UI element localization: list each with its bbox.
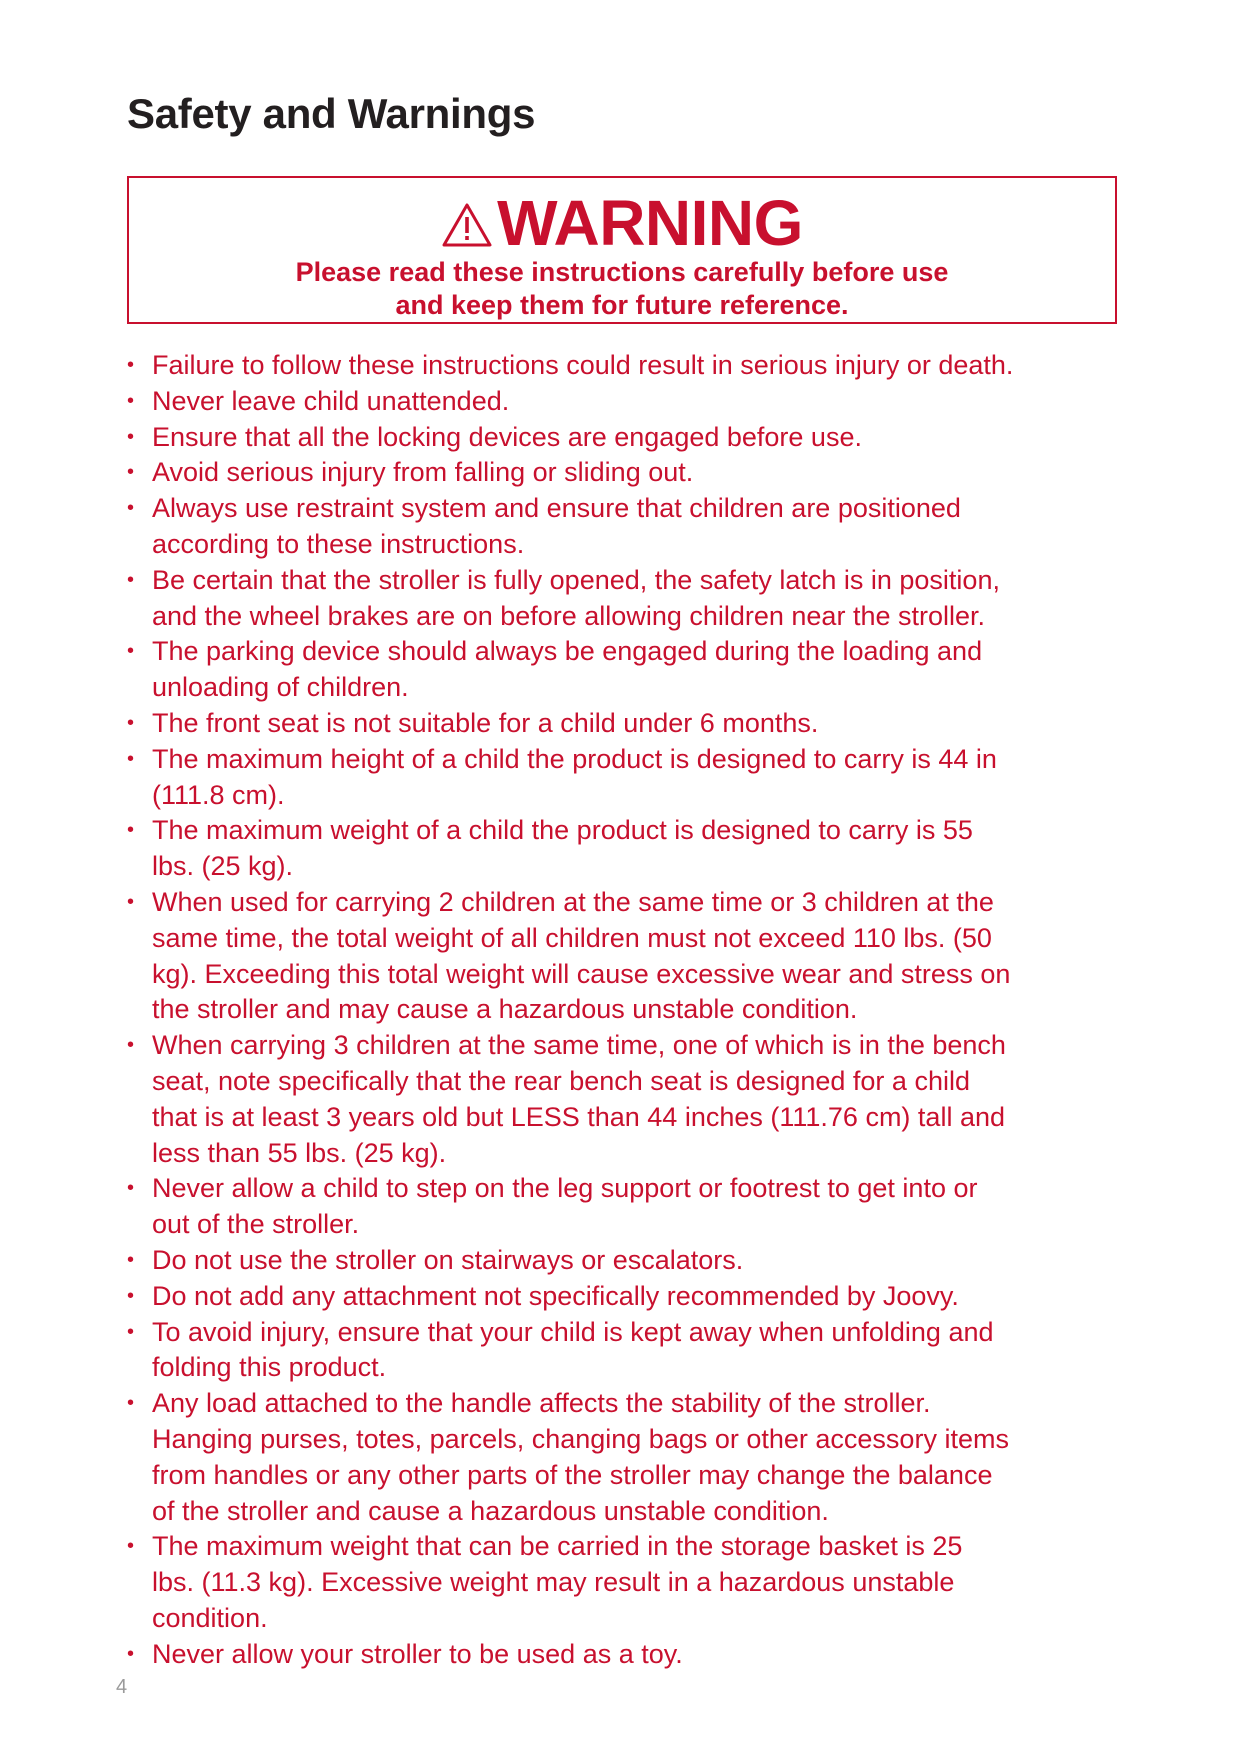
bullet-dot-icon: • (127, 425, 135, 448)
bullet-line: same time, the total weight of all children must not exceed 110 lbs. (50 (152, 922, 992, 953)
bullet-line: unloading of children. (152, 672, 409, 703)
bullet-dot-icon: • (127, 354, 135, 376)
bullet-line: When carrying 3 children at the same time, one of which is in the bench (152, 1030, 1006, 1061)
safety-bullet-item (127, 348, 1127, 384)
bullet-line: less than 55 lbs. (25 kg). (152, 1137, 447, 1168)
page-title: Safety and Warnings (127, 90, 536, 137)
bullet-line: Any load attached to the handle affects the stability of the stroller. (152, 1388, 931, 1419)
safety-bullet-item (127, 813, 1127, 885)
bullet-line: Avoid serious injury from falling or sliding out. (152, 457, 694, 488)
bullet-line: kg). Exceeding this total weight will cause excessive wear and stress on (152, 958, 1011, 989)
bullet-line: When used for carrying 2 children at the same time or 3 children at the (152, 886, 994, 917)
bullet-line: Do not use the stroller on stairways or escalators. (152, 1244, 744, 1275)
safety-bullet-item (127, 706, 1127, 742)
warning-heading (129, 187, 1115, 259)
safety-bullet-item (127, 1637, 1127, 1673)
safety-bullet-item (127, 420, 1127, 456)
bullet-line: To avoid injury, ensure that your child is kept away when unfolding and (152, 1316, 994, 1347)
safety-bullet-list (127, 348, 1127, 1672)
bullet-line: folding this product. (152, 1352, 387, 1383)
bullet-dot-icon: • (127, 497, 135, 520)
bullet-line: The maximum weight that can be carried in the storage basket is 25 (152, 1531, 963, 1562)
bullet-line: of the stroller and cause a hazardous unstable condition. (152, 1495, 829, 1526)
safety-bullet-item (127, 1315, 1127, 1387)
safety-bullet-item (127, 455, 1127, 491)
bullet-dot-icon: • (127, 1642, 135, 1665)
bullet-line: from handles or any other parts of the stroller may change the balance (152, 1459, 993, 1490)
bullet-line: condition. (152, 1602, 268, 1633)
bullet-line: lbs. (25 kg). (152, 851, 294, 882)
bullet-dot-icon: • (127, 1177, 135, 1200)
bullet-line: The front seat is not suitable for a child under 6 months. (152, 707, 819, 738)
bullet-dot-icon: • (127, 819, 135, 842)
bullet-line: Do not add any attachment not specifically recommended by Joovy. (152, 1280, 959, 1311)
bullet-line: The maximum height of a child the product is designed to carry is 44 in (152, 743, 997, 774)
safety-bullet-item (127, 1171, 1127, 1243)
safety-bullet-item (127, 384, 1127, 420)
safety-bullet-item (127, 1529, 1127, 1636)
warning-box (127, 176, 1117, 324)
warning-title: WARNING (497, 187, 803, 259)
warning-triangle-icon (441, 202, 493, 248)
bullet-dot-icon: • (127, 890, 135, 913)
warning-instruction-line-1: Please read these instructions carefully before use (295, 257, 949, 287)
bullet-dot-icon: • (127, 1034, 135, 1057)
bullet-line: The maximum weight of a child the product is designed to carry is 55 (152, 815, 973, 846)
bullet-dot-icon: • (127, 461, 135, 484)
bullet-line: Never allow a child to step on the leg support or footrest to get into or (152, 1173, 978, 1204)
bullet-dot-icon: • (127, 1392, 135, 1415)
safety-bullet-item (127, 1243, 1127, 1279)
safety-bullet-item (127, 1386, 1127, 1529)
bullet-line: Never allow your stroller to be used as a toy. (152, 1638, 683, 1669)
bullet-line: according to these instructions. (152, 528, 525, 559)
bullet-line: Never leave child unattended. (152, 385, 510, 416)
bullet-dot-icon: • (127, 711, 135, 734)
bullet-line: lbs. (11.3 kg). Excessive weight may result in a hazardous unstable (152, 1567, 955, 1598)
bullet-line: that is at least 3 years old but LESS than 44 inches (111.76 cm) tall and (152, 1101, 1005, 1132)
bullet-line: out of the stroller. (152, 1209, 360, 1240)
bullet-dot-icon: • (127, 389, 135, 412)
bullet-dot-icon: • (127, 1320, 135, 1343)
safety-bullet-item (127, 1279, 1127, 1315)
bullet-line: The parking device should always be engaged during the loading and (152, 636, 983, 667)
bullet-line: Always use restraint system and ensure that children are positioned (152, 493, 961, 524)
bullet-dot-icon: • (127, 1535, 135, 1558)
safety-bullet-item (127, 634, 1127, 706)
bullet-line: Be certain that the stroller is fully opened, the safety latch is in position, (152, 564, 1000, 595)
bullet-line: (111.8 cm). (152, 779, 285, 810)
bullet-line: Failure to follow these instructions could result in serious injury or death. (152, 350, 1014, 380)
bullet-dot-icon: • (127, 747, 135, 770)
bullet-dot-icon: • (127, 1284, 135, 1307)
safety-bullet-item (127, 491, 1127, 563)
bullet-line: the stroller and may cause a hazardous unstable condition. (152, 994, 858, 1025)
bullet-line: Hanging purses, totes, parcels, changing bags or other accessory items (152, 1423, 1009, 1454)
bullet-dot-icon: • (127, 1248, 135, 1271)
safety-bullet-item (127, 1028, 1127, 1171)
warning-instruction-line-2: and keep them for future reference. (395, 290, 849, 320)
bullet-line: seat, note specifically that the rear bench seat is designed for a child (152, 1065, 970, 1096)
safety-bullet-item (127, 742, 1127, 814)
bullet-dot-icon: • (127, 568, 135, 591)
bullet-dot-icon: • (127, 640, 135, 663)
page-number: 4 (116, 1676, 128, 1698)
bullet-line: Ensure that all the locking devices are engaged before use. (152, 421, 862, 452)
bullet-line: and the wheel brakes are on before allowing children near the stroller. (152, 600, 986, 631)
safety-bullet-item (127, 563, 1127, 635)
safety-bullet-item (127, 885, 1127, 1028)
